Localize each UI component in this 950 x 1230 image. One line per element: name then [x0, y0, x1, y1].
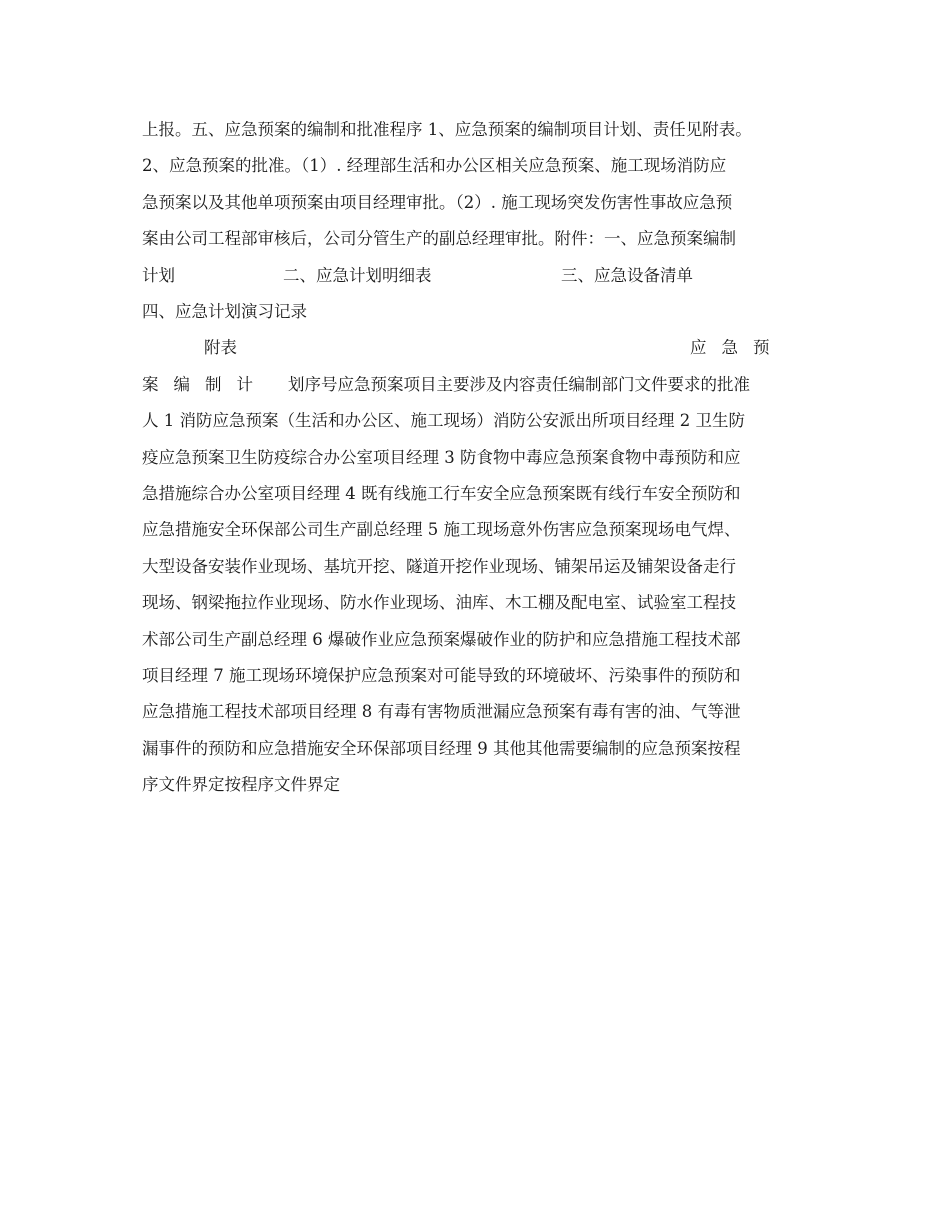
text-line-8: 应急措施安全环保部公司生产副总经理 5 施工现场意外伤害应急预案现场电气焊、: [142, 520, 741, 539]
table-title-part2: 案编制计: [142, 375, 268, 394]
attachment-list-row: [142, 258, 842, 294]
attachment-item-4: 四、应急计划演习记录: [142, 302, 307, 321]
appendix-label: 附表: [204, 338, 237, 357]
text-line-15: 序文件界定按程序文件界定: [142, 775, 340, 794]
attachment-item-2: 二、应急计划明细表: [283, 266, 432, 285]
text-line-14: 漏事件的预防和应急措施安全环保部项目经理 9 其他其他需要编制的应急预案按程: [142, 739, 741, 758]
text-line-10: 现场、钢梁拖拉作业现场、防水作业现场、油库、木工棚及配电室、试验室工程技: [142, 593, 736, 612]
text-line-6: 疫应急预案卫生防疫综合办公室项目经理 3 防食物中毒应急预案食物中毒预防和应: [142, 448, 741, 467]
table-title-part1: 应急预: [690, 338, 785, 357]
text-line-3: 急预案以及其他单项预案由项目经理审批。（2）. 施工现场突发伤害性事故应急预: [142, 193, 733, 212]
text-line-4: 案由公司工程部审核后，公司分管生产的副总经理审批。附件：一、应急预案编制: [142, 229, 736, 248]
attachment-item-3: 三、应急设备清单: [561, 266, 693, 285]
text-line-11: 术部公司生产副总经理 6 爆破作业应急预案爆破作业的防护和应急措施工程技术部: [142, 630, 741, 649]
table-header-columns: 划序号应急预案项目主要涉及内容责任编制部门文件要求的批准: [288, 375, 750, 394]
text-line-9: 大型设备安装作业现场、基坑开挖、隧道开挖作业现场、铺架吊运及铺架设备走行: [142, 557, 736, 576]
table-heading-row: [142, 330, 842, 366]
table-header-row: [142, 367, 842, 403]
text-line-13: 应急措施工程技术部项目经理 8 有毒有害物质泄漏应急预案有毒有害的油、气等泄: [142, 702, 741, 721]
text-line-7: 急措施综合办公室项目经理 4 既有线施工行车安全应急预案既有线行车安全预防和: [142, 484, 741, 503]
attachment-item-1-end: 计划: [142, 266, 175, 285]
text-line-2: 2、应急预案的批准。（1）. 经理部生活和办公区相关应急预案、施工现场消防应: [142, 156, 727, 175]
text-line-5: 人 1 消防应急预案（生活和办公区、施工现场）消防公安派出所项目经理 2 卫生防: [142, 411, 745, 430]
text-line-12: 项目经理 7 施工现场环境保护应急预案对可能导致的环境破坏、污染事件的预防和: [142, 666, 741, 685]
text-line-1: 上报。五、应急预案的编制和批准程序 1、应急预案的编制项目计划、责任见附表。: [142, 120, 752, 139]
